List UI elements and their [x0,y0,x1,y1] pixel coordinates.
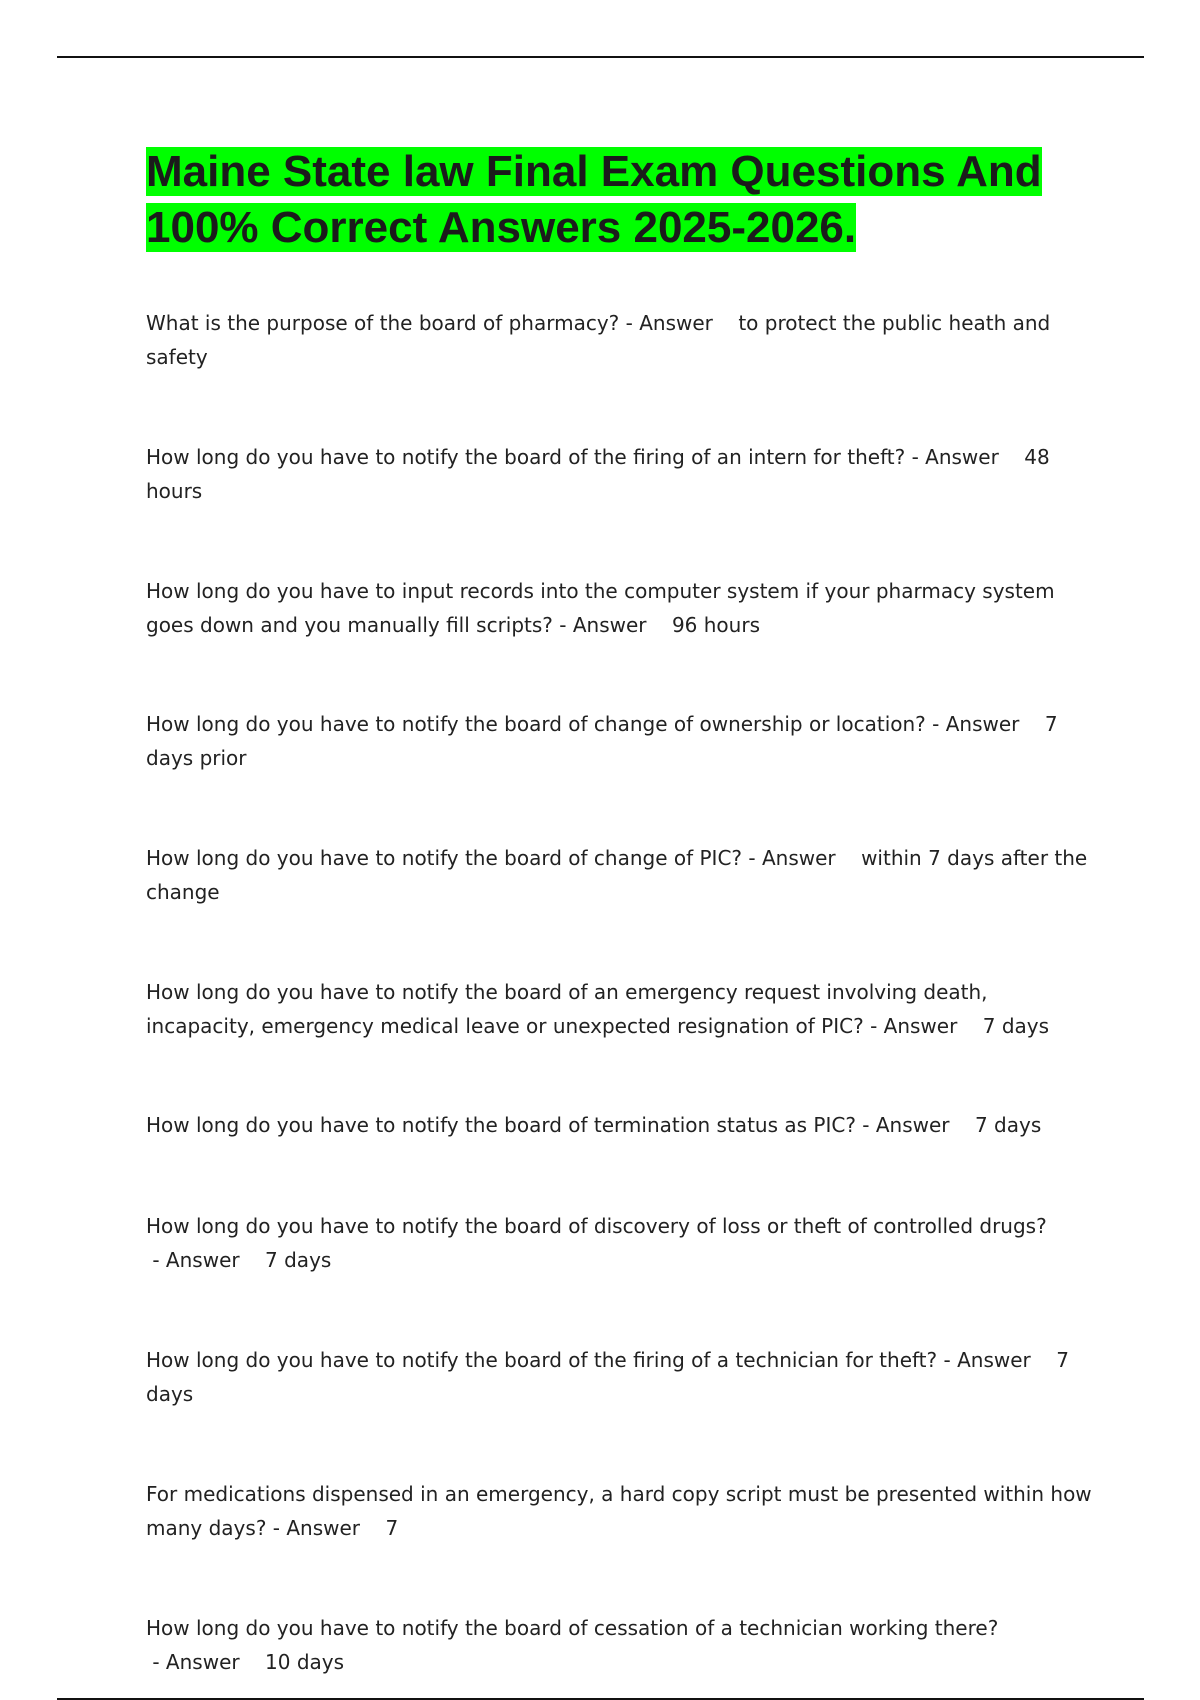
question-text: How long do you have to notify the board of change of PIC? [146,846,743,870]
qa-item [146,440,1096,508]
top-rule [57,56,1144,58]
answer-marker: - Answer [855,1113,956,1137]
question-text: For medications dispensed in an emergency, a hard copy script must be presented within how many days? [146,1482,1092,1540]
answer-text: 7 days [146,1348,1069,1406]
answer-text: 7 days [982,1014,1050,1038]
qa-item [146,306,1096,374]
qa-item [146,574,1096,642]
qa-item [146,975,1096,1043]
answer-marker: - Answer [905,445,1006,469]
answer-text: 7 days prior [146,712,1058,770]
answer-marker: - Answer [552,613,653,637]
question-text: How long do you have to notify the board of discovery of loss or theft of controlled drugs? [146,1214,1047,1238]
qa-item [146,1209,1096,1277]
answer-text: 96 hours [671,613,760,637]
question-text: How long do you have to input records into the computer system if your pharmacy system goes down and you manually fill scripts? [146,579,1055,637]
document-title [146,144,1066,256]
qa-item [146,1611,1096,1679]
answer-marker: - Answer [146,1248,246,1272]
question-text: How long do you have to notify the board of the firing of a technician for theft? [146,1348,938,1372]
question-text: How long do you have to notify the board of cessation of a technician working there? [146,1616,999,1640]
answer-marker: - Answer [266,1516,367,1540]
question-text: How long do you have to notify the board of change of ownership or location? [146,712,926,736]
qa-item [146,1477,1096,1545]
answer-marker: - Answer [925,712,1026,736]
question-text: How long do you have to notify the board of the firing of an intern for theft? [146,445,906,469]
answer-marker: - Answer [863,1014,964,1038]
qa-item [146,1343,1096,1411]
answer-marker: - Answer [937,1348,1038,1372]
answer-text: 7 days [974,1113,1042,1137]
qa-item [146,707,1096,775]
answer-text: 7 [385,1516,399,1540]
answer-text: within 7 days after the change [146,846,1088,904]
answer-marker: - Answer [742,846,842,870]
title-highlight: Maine State law Final Exam Questions And 100% Correct Answers 2025-2026. [146,147,1042,252]
answer-text: 7 days [265,1248,332,1272]
qa-item [146,1108,1096,1142]
answer-marker: - Answer [146,1650,246,1674]
question-text: How long do you have to notify the board of termination status as PIC? [146,1113,856,1137]
answer-text: 10 days [265,1650,345,1674]
answer-text: 48 hours [146,445,1050,503]
question-text: What is the purpose of the board of pharmacy? [146,311,620,335]
qa-item [146,841,1096,909]
answer-text: to protect the public heath and safety [146,311,1051,369]
question-text: How long do you have to notify the board of an emergency request involving death, incapacity, emergency medical leave or unexpected resignation of PIC? [146,980,988,1038]
answer-marker: - Answer [619,311,720,335]
